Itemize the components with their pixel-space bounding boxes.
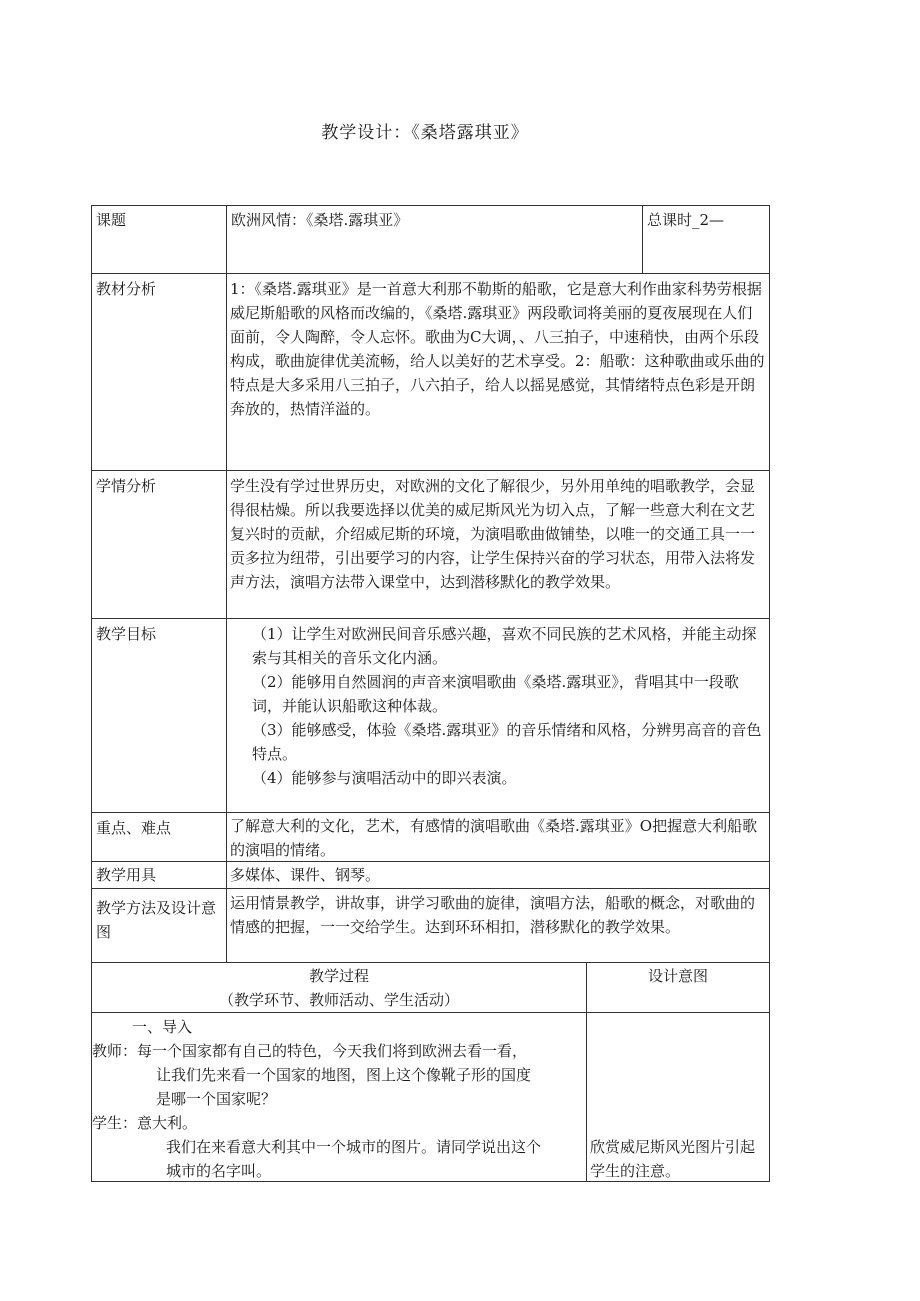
methods-text: 运用情景教学，讲故事，讲学习歌曲的旋律，演唱方法，船歌的概念，对歌曲的情感的把握，一一交给学生。达到环环相扣，潜移默化的教学效果。 — [230, 894, 756, 936]
goals-label: 教学目标 — [96, 625, 157, 643]
process-content — [92, 1014, 586, 1184]
process-header-subtitle: （教学环节、教师活动、学生活动） — [218, 991, 459, 1009]
tools-label: 教学用具 — [96, 866, 157, 884]
keypoints-label: 重点、难点 — [96, 819, 172, 837]
material-label: 教材分析 — [96, 280, 157, 298]
course-label: 课题 — [96, 211, 127, 229]
material-text: 1：《桑塔.露琪亚》是一首意大利那不勒斯的船歌，它是意大利作曲家科势劳根据威尼斯船歌的风格而改编的，《桑塔.露琪亚》两段歌词将美丽的夏夜展现在人们面前，令人陶醉，令人忘怀。歌曲为C大调，、八三拍子，中速稍快，由两个乐段构成，歌曲旋律优美流畅，给人以美好的艺术享受。2：船歌：这种歌曲或乐曲的特点是大多采用八三拍子，八六拍子，给人以摇晃感觉，其情绪特点色彩是开朗奔放的，热情洋溢的。 — [230, 280, 765, 418]
tools-text: 多媒体、课件、钢琴。 — [230, 866, 381, 884]
page-title: 教学设计：《桑塔露琪亚》 — [321, 123, 529, 143]
teacher-line: 我们在来看意大利其中一个城市的图片。请同学说出这个 — [166, 1138, 542, 1156]
process-header-title: 教学过程 — [308, 967, 369, 985]
goals-list — [227, 621, 769, 791]
teacher-line: 城市的名字叫。 — [166, 1162, 272, 1180]
goal-item: （2）能够用自然圆润的声音来演唱歌曲《桑塔.露琪亚》，背唱其中一段歌词，并能认识船歌这种体裁。 — [252, 673, 739, 715]
methods-label: 教学方法及设计意图 — [96, 899, 217, 941]
course-value: 欧洲风情：《桑塔.露琪亚》 — [231, 211, 409, 229]
teacher-line: 是哪一个国家呢？ — [156, 1090, 277, 1108]
students-label: 学情分析 — [96, 477, 157, 495]
students-text: 学生没有学过世界历史，对欧洲的文化了解很少，另外用单纯的唱歌教学，会显得很枯燥。所以我要选择以优美的威尼斯风光为切入点，了解一些意大利在文艺复兴时的贡献，介绍威尼斯的环境，为演唱歌曲做铺垫，以唯一的交通工具一一贡多拉为纽带，引出要学习的内容，让学生保持兴奋的学习状态，用带入法将发声方法，演唱方法带入课堂中，达到潜移默化的教学效果。 — [230, 477, 756, 591]
teacher-line: 教师：每一个国家都有自己的特色，今天我们将到欧洲去看一看， — [92, 1042, 528, 1060]
goal-item: （1）让学生对欧洲民间音乐感兴趣，喜欢不同民族的艺术风格，并能主动探索与其相关的音乐文化内涵。 — [252, 625, 757, 667]
design-intent-text: 欣赏威尼斯风光图片引起学生的注意。 — [590, 1138, 756, 1180]
design-intent-header: 设计意图 — [647, 967, 708, 985]
goal-item: （4）能够参与演唱活动中的即兴表演。 — [252, 769, 517, 787]
goal-item: （3）能够感受，体验《桑塔.露琪亚》的音乐情绪和风格，分辨男高音的音色特点。 — [252, 721, 762, 763]
section-heading: 一、导入 — [132, 1018, 193, 1036]
process-header — [92, 963, 586, 1013]
student-line: 学生：意大利。 — [92, 1114, 198, 1132]
total-lessons: 总课时_2— — [647, 211, 725, 229]
keypoints-text: 了解意大利的文化，艺术，有感情的演唱歌曲《桑塔.露琪亚》O把握意大利船歌的演唱的情绪。 — [230, 817, 758, 859]
teacher-line: 让我们先来看一个国家的地图，图上这个像靴子形的国度 — [156, 1066, 532, 1084]
